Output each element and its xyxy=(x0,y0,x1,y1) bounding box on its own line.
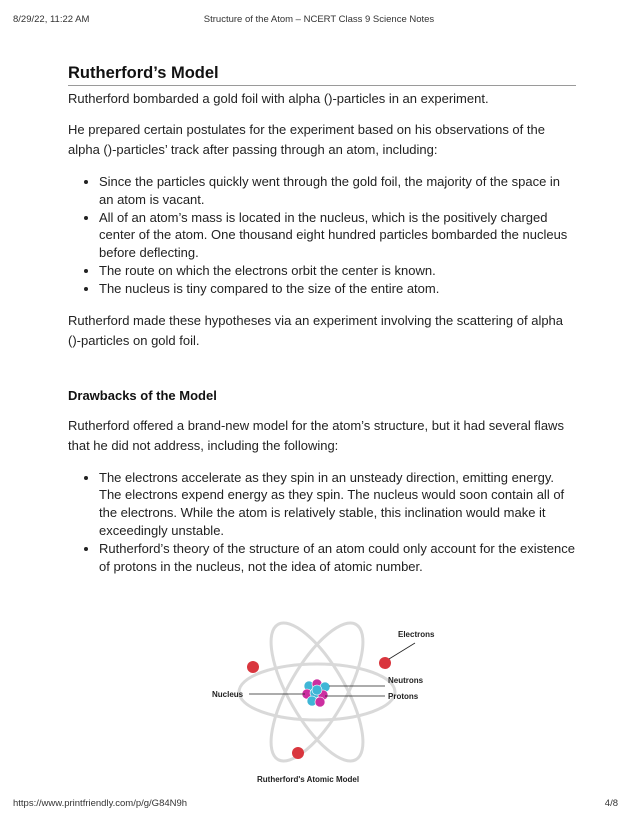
drawbacks-intro: Rutherford offered a brand-new model for the atom’s structure, but it had several flaws that he did not address, including the following: xyxy=(68,417,564,453)
section-heading: Rutherford’s Model xyxy=(68,64,576,86)
neutron xyxy=(312,685,322,695)
electron xyxy=(292,747,304,759)
protons-label: Protons xyxy=(388,692,419,701)
atom-model-figure xyxy=(205,600,460,782)
electrons-label: Electrons xyxy=(398,630,435,639)
drawbacks-heading: Drawbacks of the Model xyxy=(68,387,217,403)
electrons-leader xyxy=(389,643,415,659)
article-content xyxy=(68,64,576,575)
print-datetime: 8/29/22, 11:22 AM xyxy=(13,14,90,25)
list-item: • Since the particles quickly went through the gold foil, the majority of the space in an atom is vacant. xyxy=(99,173,576,209)
drawbacks-list xyxy=(68,469,576,576)
atom-diagram xyxy=(205,600,460,782)
neutrons-label: Neutrons xyxy=(388,676,424,685)
postulates-intro: He prepared certain postulates for the experiment based on his observations of the alpha ()-particles’ track after passing through an atom, including: xyxy=(68,122,545,157)
page-number: 4/8 xyxy=(604,798,618,809)
figure-caption: Rutherford's Atomic Model xyxy=(257,775,360,782)
source-url: https://www.printfriendly.com/p/g/G84N9h xyxy=(13,798,188,809)
list-item: • The nucleus is tiny compared to the size of the entire atom. xyxy=(99,280,576,298)
section-intro: Rutherford bombarded a gold foil with alpha ()-particles in an experiment. xyxy=(68,91,489,106)
list-item: • The electrons accelerate as they spin in an unsteady direction, emitting energy. The electrons expend energy as they spin. The nucleus would soon contain all of the electrons. While the atom is relatively stable, this inclination would make it exceedingly unstable. xyxy=(99,469,576,540)
postulates-list xyxy=(68,173,576,298)
proton xyxy=(315,697,325,707)
print-page-title: Structure of the Atom – NCERT Class 9 Science Notes xyxy=(203,14,435,25)
nucleus-label: Nucleus xyxy=(212,690,244,699)
experiment-paragraph: Rutherford made these hypotheses via an experiment involving the scattering of alpha ()-particles on gold foil. xyxy=(68,312,564,348)
list-item: • All of an atom’s mass is located in the nucleus, which is the positively charged center of the atom. One thousand eight hundred particles bombarded the nucleus before deflecting. xyxy=(99,209,576,262)
list-item: • Rutherford’s theory of the structure of an atom could only account for the existence of protons in the nucleus, not the idea of atomic number. xyxy=(99,540,576,576)
list-item: • The route on which the electrons orbit the center is known. xyxy=(99,262,576,280)
electron xyxy=(247,661,259,673)
nucleus xyxy=(302,679,330,707)
